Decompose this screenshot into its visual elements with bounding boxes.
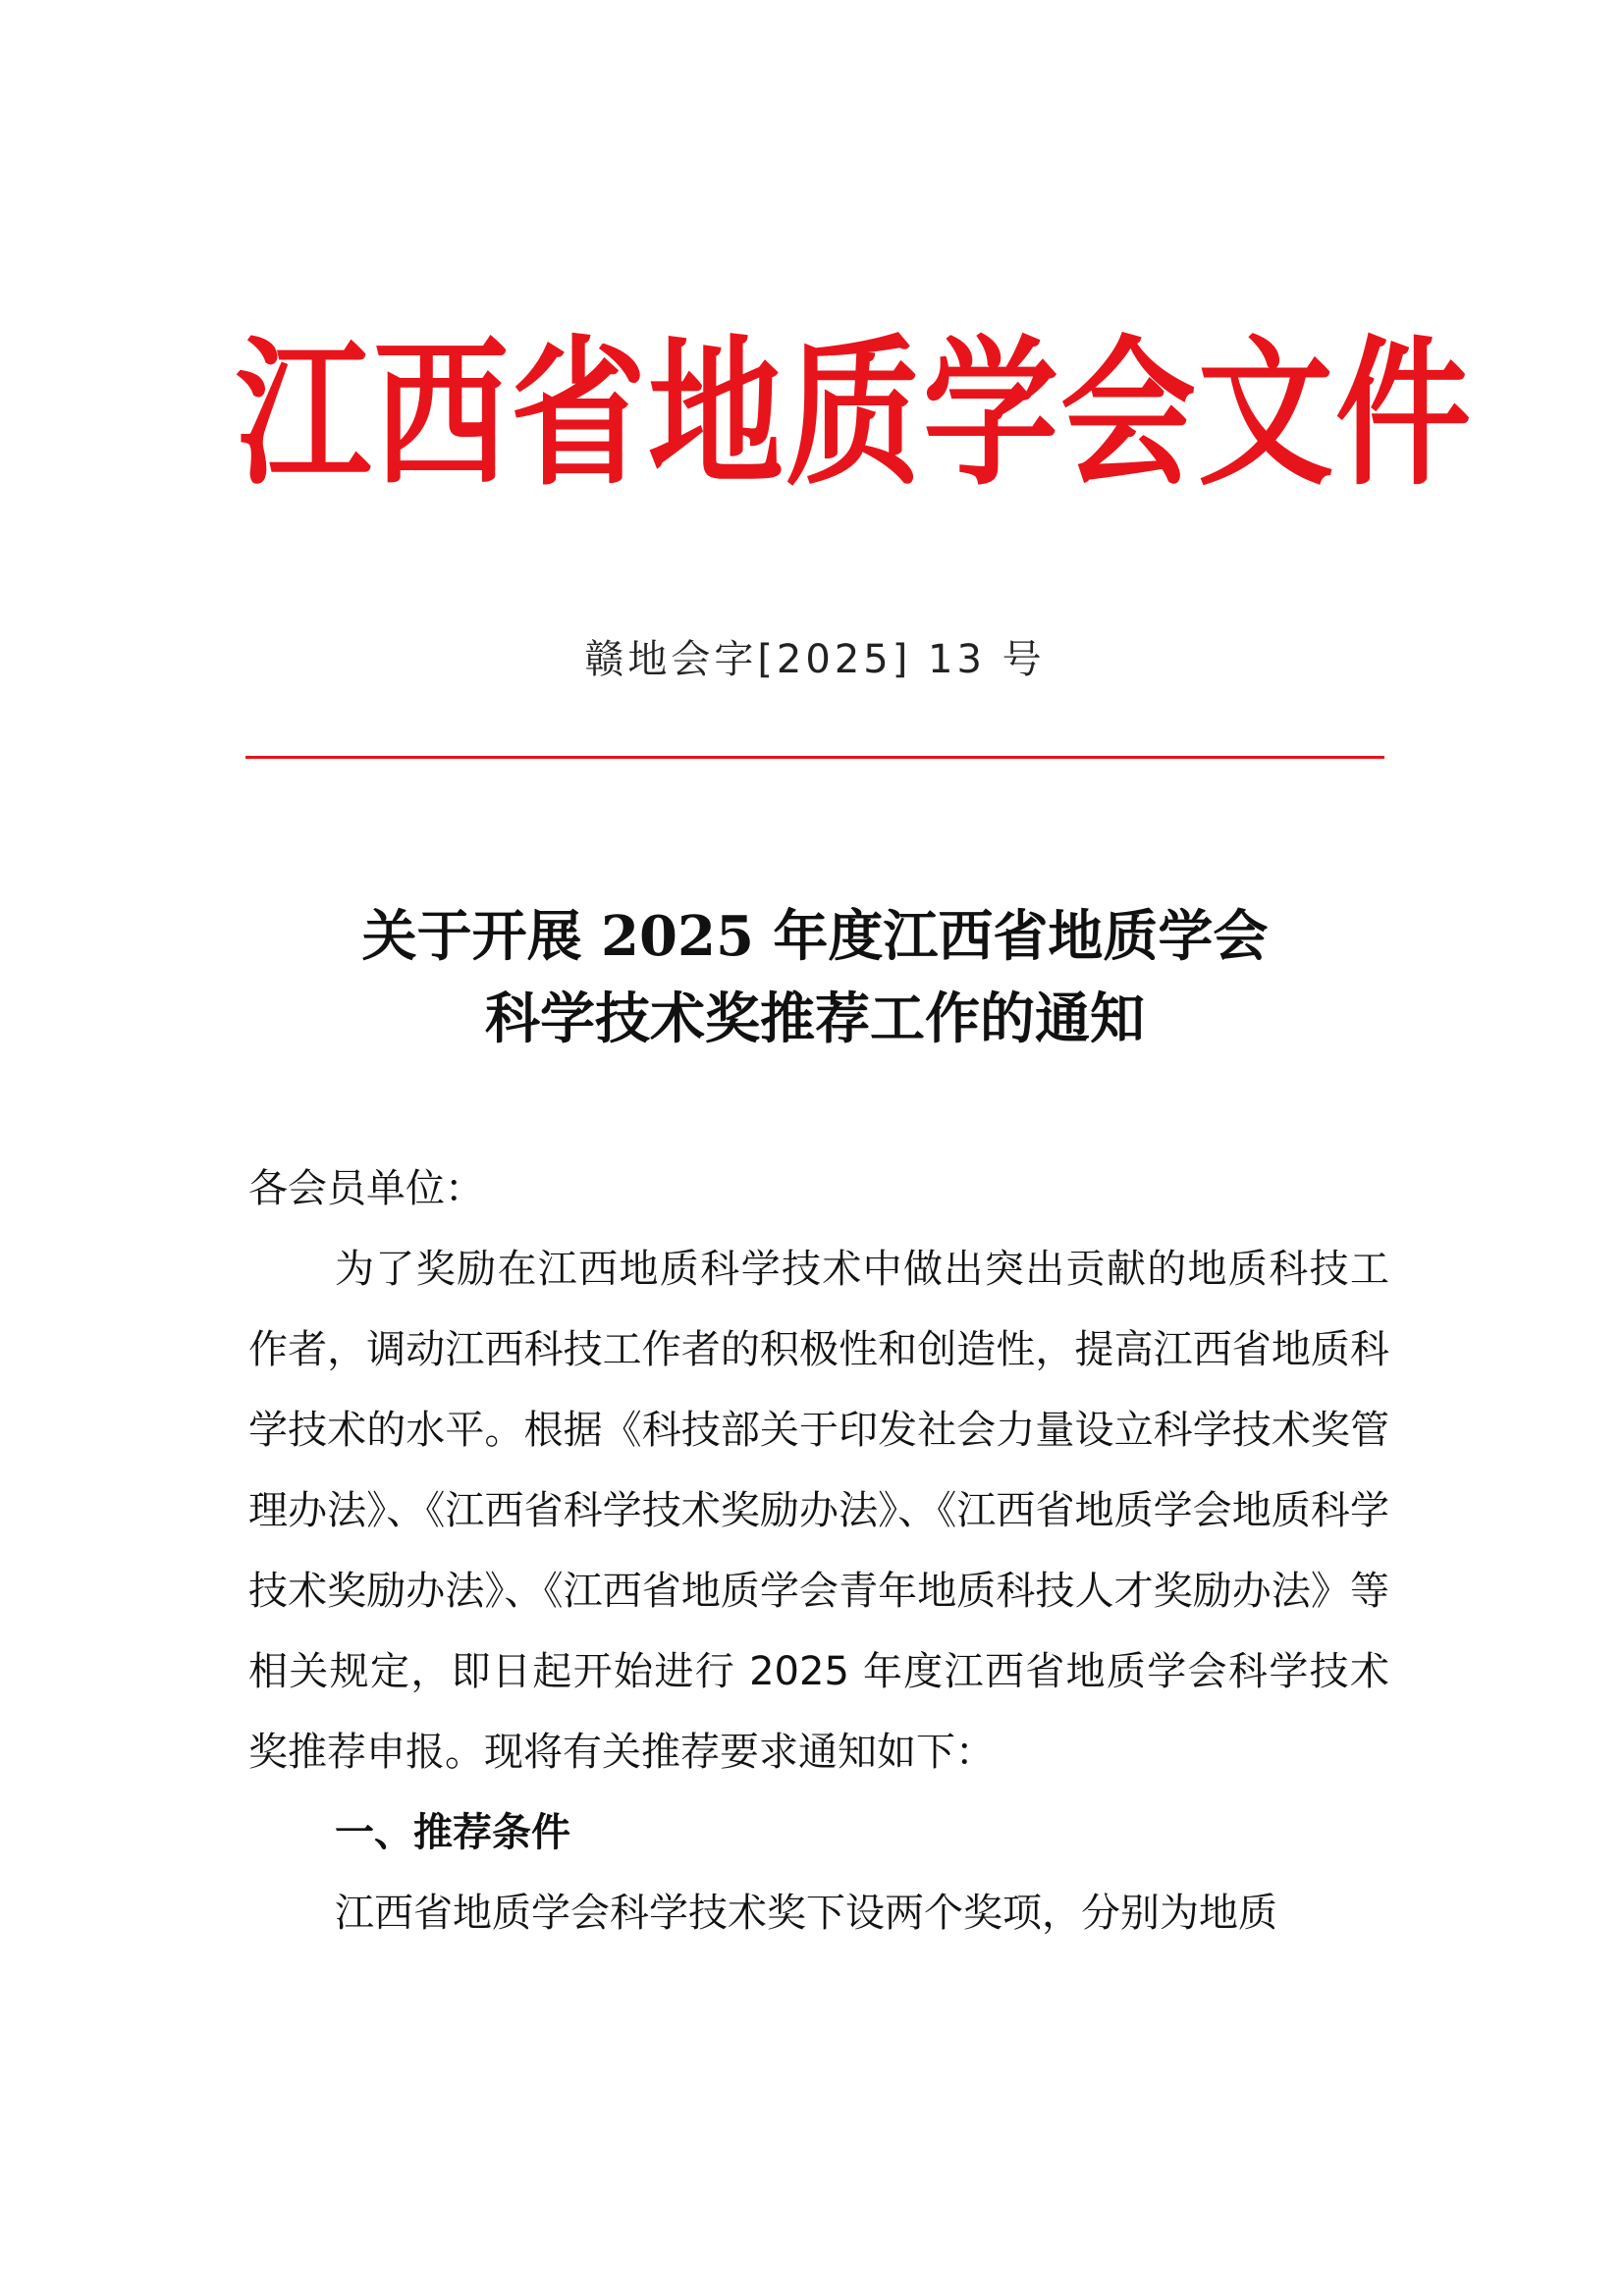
notice-title-line-2: 科学技术奖推荐工作的通知 <box>485 987 1145 1051</box>
red-divider-line <box>245 756 1384 759</box>
notice-title <box>245 895 1384 1060</box>
section-heading-1: 一、推荐条件 <box>335 1810 570 1855</box>
body-paragraph-1: 为了奖励在江西地质科学技术中做出突出贡献的地质科技工作者，调动江西科技工作者的积极性和创造性，提高江西省地质科学技术的水平。根据《科技部关于印发社会力量设立科学技术奖管理办法》、《江西省科学技术奖励办法》、《江西省地质学会地质科学技术奖励办法》、《江西省地质学会青年地质科技人才奖励办法》等相关规定，即日起开始进行 2025 年度江西省地质学会科学技术奖推荐申报。现将有关推荐要求通知如下： <box>248 1247 1389 1775</box>
notice-title-line-1: 关于开展 2025 年度江西省地质学会 <box>361 904 1269 969</box>
body-paragraph-2: 江西省地质学会科学技术奖下设两个奖项，分别为地质 <box>335 1891 1277 1936</box>
notice-body <box>248 1148 1389 1953</box>
document-number: 赣地会字[2025] 13 号 <box>584 637 1046 682</box>
document-header-title: 江西省地质学会文件 <box>236 318 1474 507</box>
salutation: 各会员单位： <box>248 1166 484 1211</box>
